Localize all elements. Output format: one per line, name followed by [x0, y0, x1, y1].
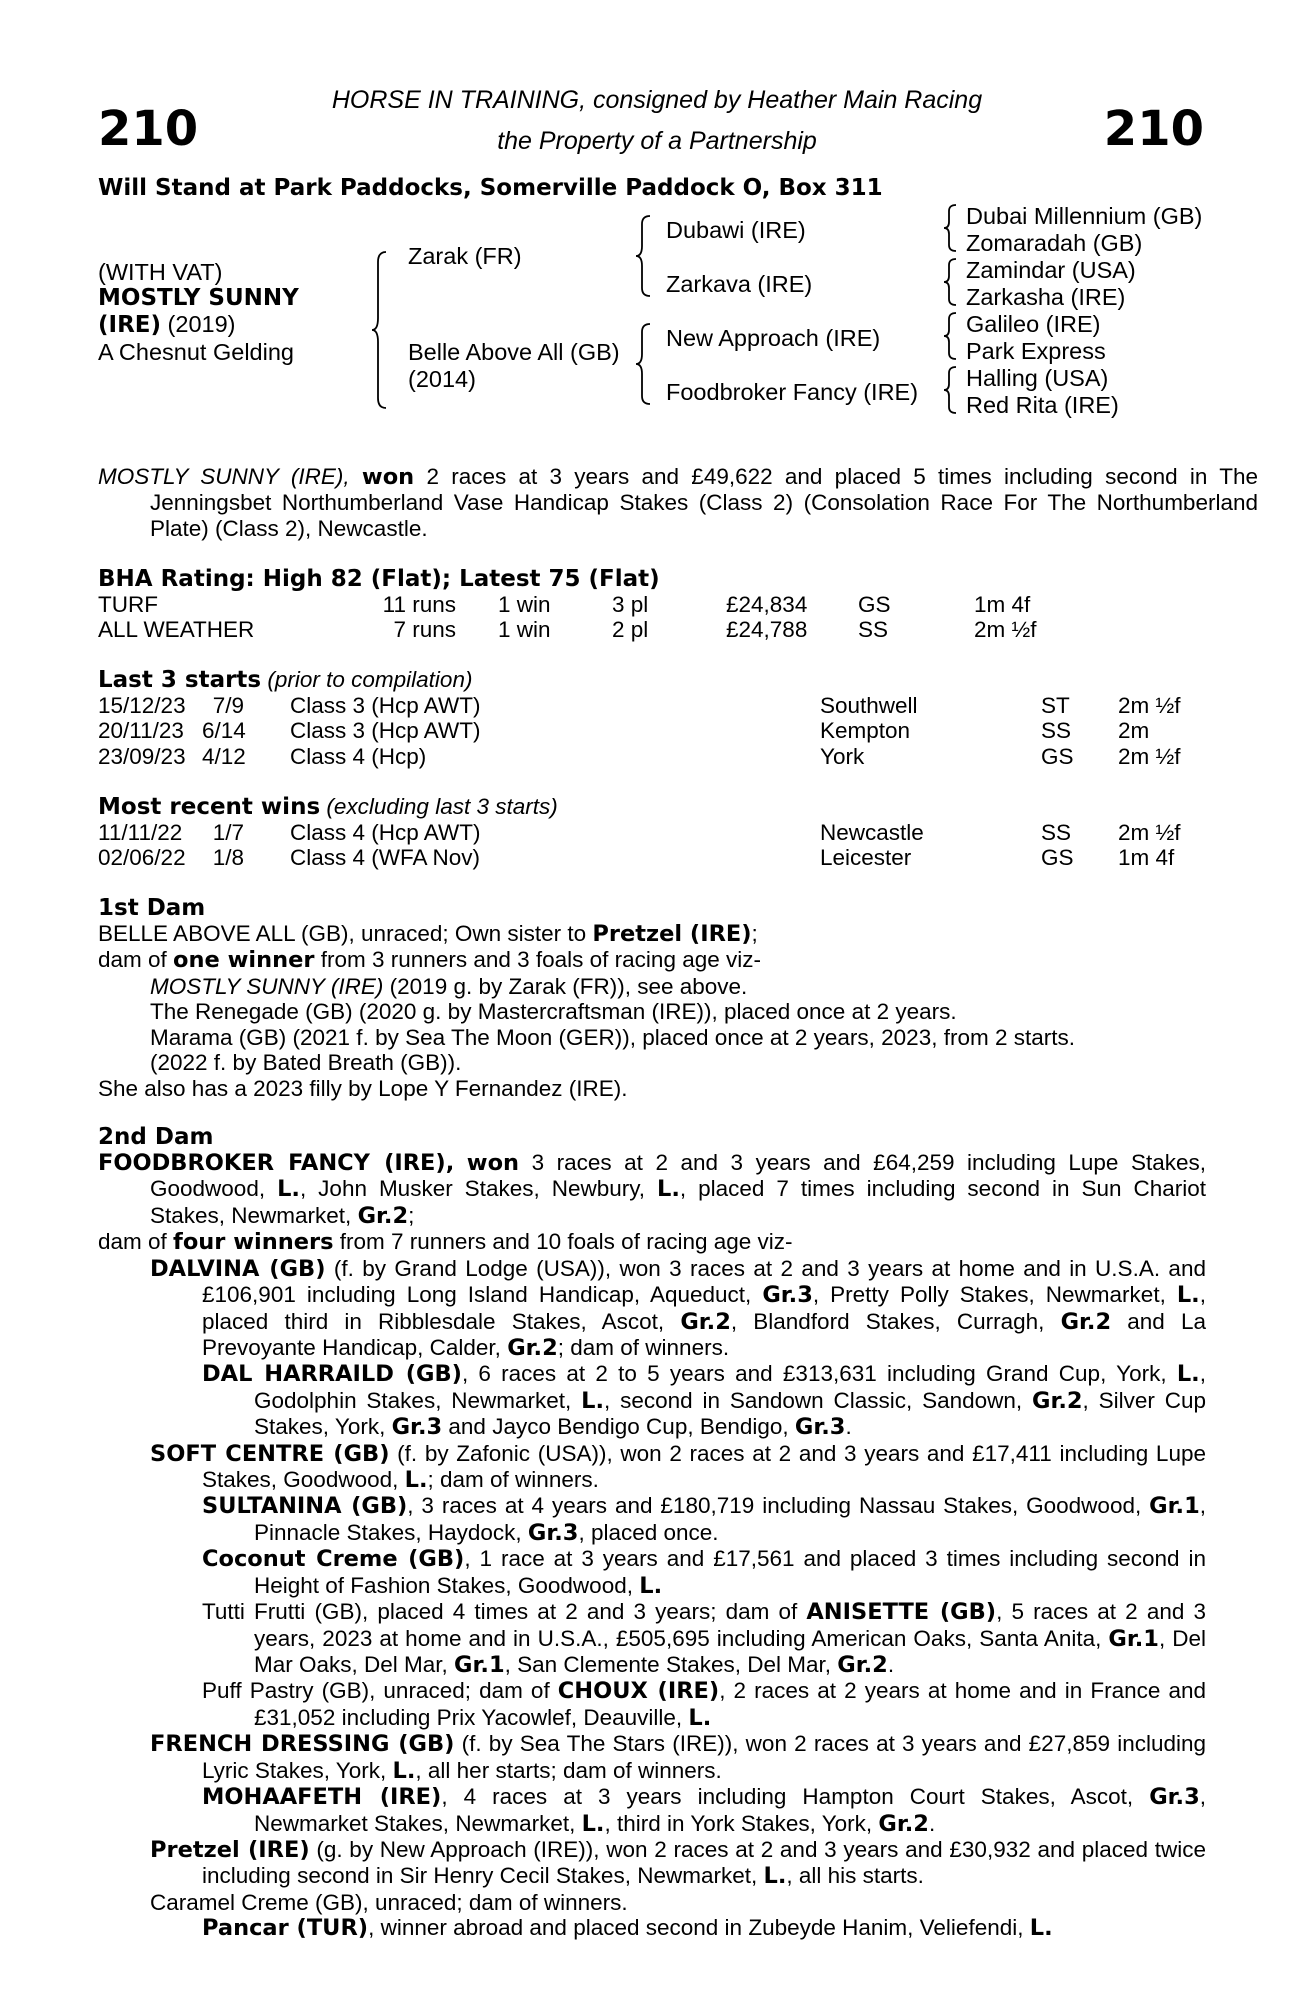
produce-dal-harraild: DAL HARRAILD (GB), 6 races at 2 to 5 years and £313,631 including Grand Cup, York, L., Godolphin Stakes, Newmarket, L., second in Sandown Classic, Sandown, Gr.2, Silver Cup Stakes, York, Gr.3 and Jayco Bendigo Cup, Bendigo, Gr.3. [202, 1361, 1206, 1441]
produce-caramel-creme: Caramel Creme (GB), unraced; dam of winners. [150, 1889, 628, 1915]
first-dam-title: 1st Dam [98, 895, 206, 921]
recent-wins-section [98, 794, 1206, 871]
dam-dam-sire: Halling (USA) [966, 365, 1109, 391]
first-dam-section [98, 895, 1206, 1101]
lot-number-right: 210 [1103, 101, 1204, 157]
horse-name-suffix: (IRE) (2019) [98, 311, 236, 338]
sire-sire-sire: Dubai Millennium (GB) [966, 203, 1203, 229]
recent-wins-title: Most recent wins (excluding last 3 starts) [98, 794, 558, 820]
last-starts-title: Last 3 starts (prior to compilation) [98, 667, 473, 693]
last-starts-section [98, 667, 1206, 769]
dam-sire: New Approach (IRE) [666, 325, 881, 351]
recent-win-row: 11/11/22 1/7 Class 4 (Hcp AWT) Newcastle SS 2m ½f [98, 819, 1181, 845]
second-dam-produce: dam of four winners from 7 runners and 10 foals of racing age viz- [98, 1229, 793, 1256]
foal-entry: Marama (GB) (2021 f. by Sea The Moon (GER)), placed once at 2 years, 2023, from 2 starts. [150, 1024, 1075, 1050]
produce-puff-pastry: Puff Pastry (GB), unraced; dam of CHOUX (IRE), 2 races at 2 years at home and in France and £31,052 including Prix Yacowlef, Deauville, L. [202, 1678, 1206, 1731]
brace-ss [942, 203, 958, 253]
vat-label: (WITH VAT) [98, 259, 223, 285]
first-dam-produce: dam of one winner from 3 runners and 3 foals of racing age viz- [98, 947, 761, 974]
dam: Belle Above All (GB) [408, 339, 620, 365]
sire-sire: Dubawi (IRE) [666, 217, 806, 243]
dam-sire-sire: Galileo (IRE) [966, 311, 1101, 337]
race-summary: MOSTLY SUNNY (IRE), won 2 races at 3 years and £49,622 and placed 5 times including second in The Jenningsbet Northumberland Vase Handicap Stakes (Class 2) (Consolation Race For The Northumberland Plate) (Class 2), Newcastle. [98, 464, 1259, 541]
recent-win-row: 02/06/22 1/8 Class 4 (WFA Nov) Leicester GS 1m 4f [98, 845, 1175, 871]
first-dam-line: BELLE ABOVE ALL (GB), unraced; Own sister to Pretzel (IRE); [98, 920, 758, 947]
rating-section [98, 566, 1206, 643]
last-start-row: 23/09/23 4/12 Class 4 (Hcp) York GS 2m ½f [98, 743, 1181, 769]
sire-sire-dam: Zomaradah (GB) [966, 230, 1143, 256]
sire-dam: Zarkava (IRE) [666, 271, 813, 297]
first-dam-also: She also has a 2023 filly by Lope Y Fernandez (IRE). [98, 1075, 628, 1101]
produce-soft-centre: SOFT CENTRE (GB) (f. by Zafonic (USA)), won 2 races at 2 and 3 years and £17,411 including Lupe Stakes, Goodwood, L.; dam of winners. [150, 1440, 1206, 1494]
second-dam-section [98, 1124, 1206, 1942]
brace-ds [942, 311, 958, 361]
produce-tutti-frutti: Tutti Frutti (GB), placed 4 times at 2 and 3 years; dam of ANISETTE (GB), 5 races at 2 and 3 years, 2023 at home and in U.S.A., £505,695 including American Oaks, Santa Anita, Gr.1, Del Mar Oaks, Del Mar, Gr.1, San Clemente Stakes, Del Mar, Gr.2. [202, 1599, 1207, 1678]
rating-row-turf: TURF 11 runs 1 win 3 pl £24,834 GS 1m 4f [98, 591, 1031, 617]
produce-pretzel: Pretzel (IRE) (g. by New Approach (IRE)), won 2 races at 2 and 3 years and £30,932 and placed twice including second in Sir Henry Cecil Stakes, Newmarket, L., all his starts. [150, 1836, 1206, 1890]
produce-pancar: Pancar (TUR), winner abroad and placed second in Zubeyde Hanim, Veliefendi, L. [202, 1915, 1053, 1942]
foal-entry: The Renegade (GB) (2020 g. by Mastercraftsman (IRE)), placed once at 2 years. [150, 999, 957, 1025]
foal-entry: MOSTLY SUNNY (IRE) (2019 g. by Zarak (FR)), see above. [150, 973, 748, 999]
brace-dam [634, 322, 654, 406]
rating-row-all-weather: ALL WEATHER 7 runs 1 win 2 pl £24,788 SS 2m ½f [98, 617, 1037, 643]
horse-description: A Chesnut Gelding [98, 339, 294, 365]
brace-dd [942, 365, 958, 415]
rating-title: BHA Rating: High 82 (Flat); Latest 75 (Flat) [98, 566, 660, 592]
horse-name: MOSTLY SUNNY [98, 285, 299, 311]
second-dam-title: 2nd Dam [98, 1124, 214, 1150]
foal-entry: (2022 f. by Bated Breath (GB)). [150, 1050, 462, 1076]
last-start-row: 20/11/23 6/14 Class 3 (Hcp AWT) Kempton SS 2m [98, 718, 1150, 744]
produce-sultanina: SULTANINA (GB), 3 races at 4 years and £180,719 including Nassau Stakes, Goodwood, Gr.1, Pinnacle Stakes, Haydock, Gr.3, placed once. [202, 1493, 1206, 1546]
brace-gen1 [370, 250, 390, 410]
dam-year: (2014) [408, 366, 476, 392]
sire: Zarak (FR) [408, 243, 522, 269]
brace-sd [942, 257, 958, 307]
lot-number-left: 210 [98, 101, 199, 157]
last-start-row: 15/12/23 7/9 Class 3 (Hcp AWT) Southwell ST 2m ½f [98, 692, 1181, 718]
consignor-line: HORSE IN TRAINING, consigned by Heather Main Racing [331, 86, 983, 114]
produce-coconut-creme: Coconut Creme (GB), 1 race at 3 years and £17,561 and placed 3 times including second in Height of Fashion Stakes, Goodwood, L. [202, 1546, 1207, 1599]
dam-dam: Foodbroker Fancy (IRE) [666, 379, 919, 405]
second-dam-intro: FOODBROKER FANCY (IRE), won 3 races at 2 and 3 years and £64,259 including Lupe Stakes, Goodwood, L., John Musker Stakes, Newbury, L., placed 7 times including second in Sun Chariot Stakes, Newmarket, Gr.2; [98, 1149, 1206, 1229]
dam-sire-dam: Park Express [966, 338, 1106, 364]
sire-dam-sire: Zamindar (USA) [966, 257, 1136, 283]
sire-dam-dam: Zarkasha (IRE) [966, 284, 1126, 310]
brace-sire [634, 214, 654, 298]
produce-mohaafeth: MOHAAFETH (IRE), 4 races at 3 years including Hampton Court Stakes, Ascot, Gr.3, Newmarket Stakes, Newmarket, L., third in York Stakes, York, Gr.2. [202, 1784, 1207, 1837]
property-line: the Property of a Partnership [497, 127, 817, 155]
produce-dalvina: DALVINA (GB) (f. by Grand Lodge (USA)), won 3 races at 2 and 3 years at home and in U.S.A. and £106,901 including Long Island Handicap, Aqueduct, Gr.3, Pretty Polly Stakes, Newmarket, L., placed third in Ribblesdale Stakes, Ascot, Gr.2, Blandford Stakes, Curragh, Gr.2 and La Prevoyante Handicap, Calder, Gr.2; dam of winners. [150, 1255, 1206, 1361]
produce-french-dressing: FRENCH DRESSING (GB) (f. by Sea The Stars (IRE)), won 2 races at 3 years and £27,859 including Lyric Stakes, York, L., all her starts; dam of winners. [150, 1731, 1207, 1784]
dam-dam-dam: Red Rita (IRE) [966, 392, 1119, 418]
stand-line: Will Stand at Park Paddocks, Somerville Paddock O, Box 311 [98, 175, 883, 201]
